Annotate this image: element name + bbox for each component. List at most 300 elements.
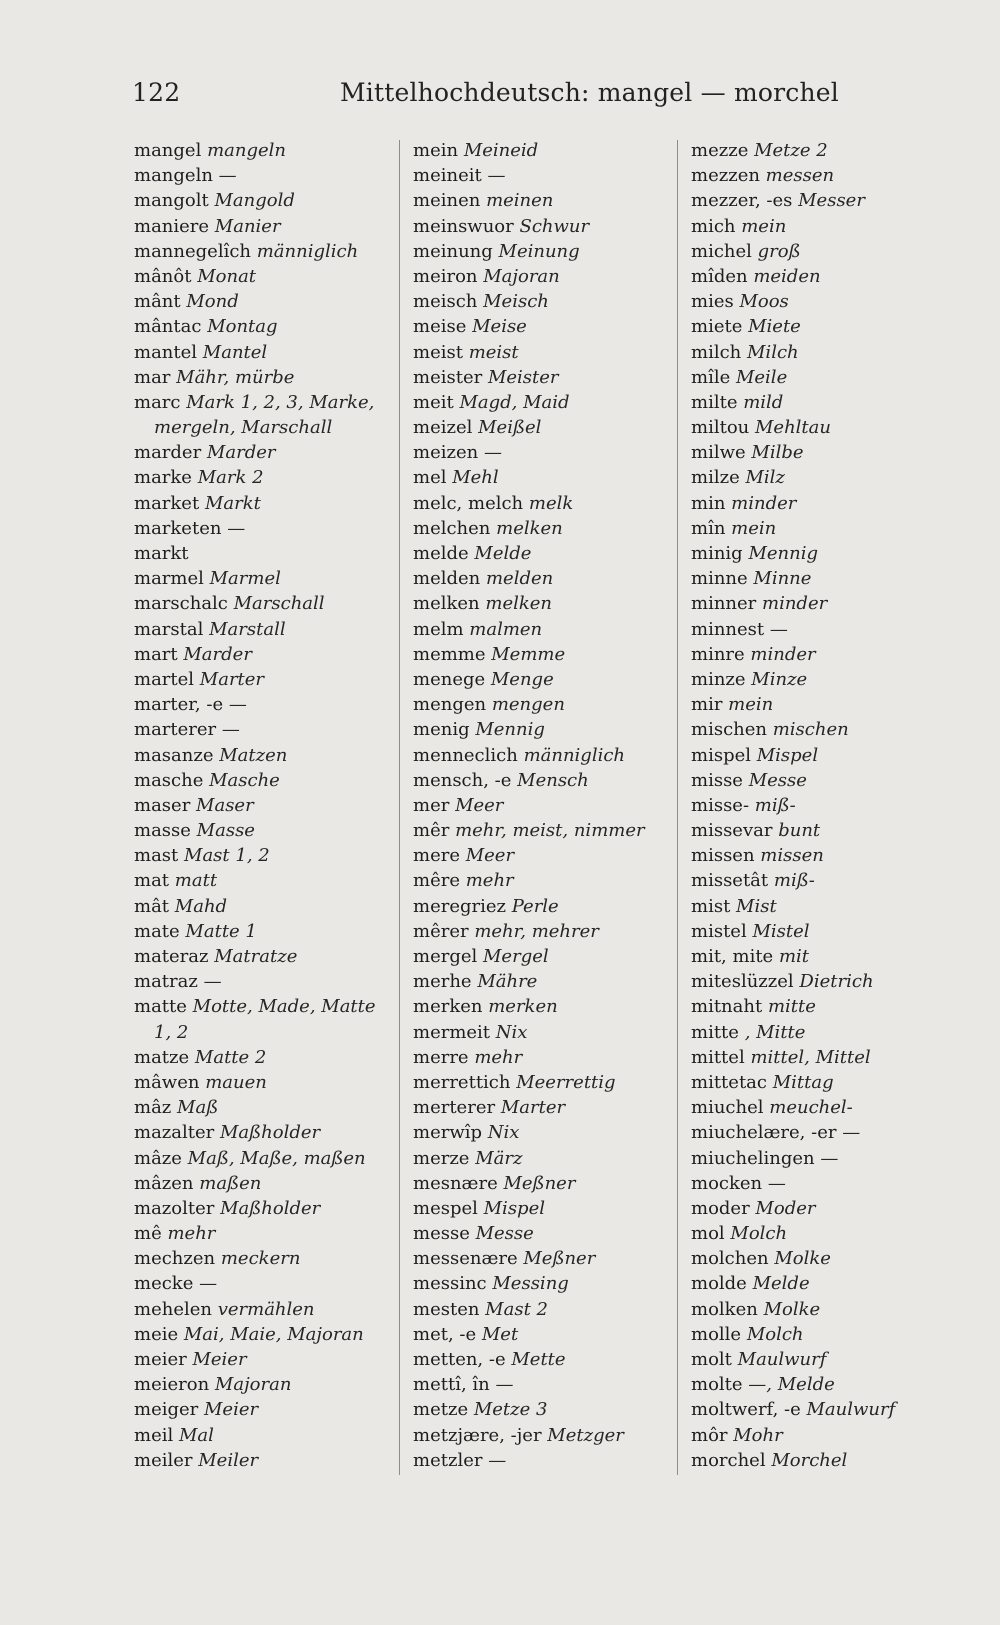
dictionary-entry: [413, 642, 671, 667]
entry-gloss: —: [203, 971, 222, 993]
dictionary-entry: [134, 239, 392, 264]
dictionary-entry: [691, 1271, 971, 1296]
dictionary-entry: [691, 390, 971, 415]
entry-gloss: Schwur: [519, 215, 590, 237]
entry-headword: messenære: [413, 1248, 518, 1270]
column-divider: [677, 140, 678, 1475]
entry-gloss: Milz: [745, 467, 785, 489]
entry-headword: melc, melch: [413, 492, 524, 514]
dictionary-entry: [691, 1246, 971, 1271]
dictionary-entry: [691, 491, 971, 516]
entry-headword: mezzer, -es: [691, 190, 793, 212]
dictionary-entry: [691, 994, 971, 1019]
entry-gloss: Molch: [746, 1323, 804, 1345]
entry-gloss: —: [228, 694, 247, 716]
entry-headword: meil: [134, 1424, 174, 1446]
entry-gloss: Maßholder: [220, 1122, 321, 1144]
entry-headword: mettî, în: [413, 1374, 490, 1396]
page-number: 122: [132, 78, 181, 107]
entry-gloss: Meister: [487, 366, 559, 388]
entry-gloss: Matte 2: [194, 1046, 267, 1068]
entry-gloss: mergeln, Marschall: [154, 417, 333, 439]
dictionary-entry: [134, 1020, 392, 1045]
entry-gloss: Motte, Made, Matte: [192, 996, 376, 1018]
entry-gloss: männiglich: [256, 240, 359, 262]
entry-gloss: Majoran: [483, 265, 560, 287]
entry-headword: milch: [691, 341, 742, 363]
dictionary-entry: [691, 264, 971, 289]
entry-gloss: Meier: [192, 1349, 247, 1370]
dictionary-entry: [134, 894, 392, 919]
entry-column-3: [691, 138, 971, 1473]
entry-headword: mangeln: [134, 165, 213, 187]
entry-gloss: meiden: [753, 265, 821, 287]
entry-headword: mensch, -e: [413, 769, 512, 791]
dictionary-entry: [691, 1146, 971, 1171]
entry-headword: mist: [691, 895, 731, 917]
entry-gloss: mein: [728, 694, 774, 716]
dictionary-entry: [691, 415, 971, 440]
entry-headword: mazalter: [134, 1122, 215, 1144]
dictionary-entry: [691, 214, 971, 239]
dictionary-entry: [413, 440, 671, 465]
entry-gloss: Marter: [500, 1097, 566, 1119]
entry-headword: mermeit: [413, 1021, 491, 1043]
dictionary-entry: [691, 591, 971, 616]
entry-gloss: Mangold: [214, 190, 295, 212]
entry-gloss: mehr: [167, 1223, 216, 1245]
entry-gloss: Mistel: [752, 920, 810, 942]
entry-gloss: Maßholder: [220, 1197, 321, 1219]
entry-gloss: mehr: [474, 1046, 523, 1068]
entry-headword: melden: [413, 568, 481, 590]
entry-gloss: Mennig: [748, 543, 818, 564]
dictionary-entry: [413, 1120, 671, 1145]
entry-headword: meise: [413, 316, 467, 338]
entry-headword: mâze: [134, 1147, 182, 1169]
dictionary-entry: [691, 1423, 971, 1448]
dictionary-entry: [413, 1347, 671, 1372]
dictionary-entry: [413, 1020, 671, 1045]
entry-gloss: groß: [757, 240, 801, 262]
entry-headword: mechzen: [134, 1248, 216, 1270]
entry-gloss: matt: [174, 870, 218, 892]
dictionary-entry: [691, 1120, 971, 1145]
dictionary-entry: [691, 465, 971, 490]
entry-column-2: [413, 138, 671, 1473]
dictionary-entry: [691, 692, 971, 717]
dictionary-entry: [134, 1146, 392, 1171]
entry-headword: masanze: [134, 744, 214, 766]
dictionary-entry: [691, 239, 971, 264]
dictionary-entry: [691, 138, 971, 163]
entry-gloss: melken: [496, 517, 563, 539]
entry-gloss: Montag: [207, 316, 278, 338]
dictionary-entry: [413, 163, 671, 188]
entry-gloss: —: [495, 1374, 514, 1396]
entry-headword: mispel: [691, 744, 751, 766]
dictionary-entry: [413, 1271, 671, 1296]
entry-gloss: Messing: [492, 1273, 569, 1295]
entry-gloss: Nix: [495, 1021, 528, 1043]
entry-headword: mesten: [413, 1298, 480, 1320]
dictionary-entry: [413, 692, 671, 717]
entry-headword: mar: [134, 366, 171, 388]
entry-headword: mânôt: [134, 265, 192, 287]
entry-gloss: Miete: [748, 316, 801, 338]
dictionary-entry: [413, 1171, 671, 1196]
running-title: Mittelhochdeutsch: mangel — morchel: [340, 78, 839, 107]
entry-gloss: Marschall: [233, 593, 325, 615]
entry-gloss: Mähr, mürbe: [176, 366, 295, 388]
entry-gloss: Milch: [747, 341, 799, 363]
dictionary-entry: [134, 969, 392, 994]
entry-headword: mocken: [691, 1172, 763, 1194]
entry-gloss: mangeln: [207, 140, 286, 161]
dictionary-entry: [134, 1196, 392, 1221]
entry-headword: meieron: [134, 1374, 210, 1396]
entry-headword: minner: [691, 593, 757, 615]
entry-gloss: bunt: [778, 820, 821, 842]
dictionary-entry: [691, 843, 971, 868]
dictionary-entry: [134, 1397, 392, 1422]
dictionary-entry: [691, 440, 971, 465]
dictionary-entry: [134, 1322, 392, 1347]
dictionary-entry: [691, 1347, 971, 1372]
entry-headword: mecke: [134, 1273, 194, 1295]
entry-gloss: Masche: [209, 769, 280, 791]
dictionary-entry: [691, 617, 971, 642]
entry-gloss: Perle: [511, 895, 559, 917]
dictionary-entry: [134, 1423, 392, 1448]
entry-gloss: Meisch: [483, 291, 549, 313]
entry-headword: moder: [691, 1197, 750, 1219]
entry-gloss: Mist: [736, 895, 777, 917]
entry-headword: menig: [413, 719, 470, 741]
dictionary-entry: [691, 289, 971, 314]
entry-headword: mere: [413, 845, 460, 867]
dictionary-entry: [134, 340, 392, 365]
entry-gloss: Manier: [214, 215, 281, 237]
entry-gloss: Marder: [183, 643, 252, 665]
dictionary-entry: [413, 1246, 671, 1271]
entry-headword: miuchel: [691, 1097, 764, 1119]
entry-gloss: , Mitte: [744, 1021, 806, 1043]
entry-gloss: Marmel: [209, 568, 281, 590]
column-divider: [399, 140, 400, 1475]
dictionary-entry: [134, 541, 392, 566]
dictionary-entry: [134, 868, 392, 893]
dictionary-entry: [413, 1095, 671, 1120]
entry-gloss: mischen: [772, 719, 849, 741]
entry-gloss: Markt: [204, 492, 261, 514]
dictionary-entry: [413, 1221, 671, 1246]
entry-headword: misse: [691, 769, 743, 791]
entry-headword: molchen: [691, 1248, 769, 1270]
dictionary-entry: [413, 214, 671, 239]
entry-gloss: Magd, Maid: [459, 391, 570, 413]
entry-gloss: Menge: [490, 668, 554, 690]
page-header: [132, 78, 839, 118]
entry-gloss: vermählen: [217, 1298, 315, 1320]
entry-headword: mânt: [134, 291, 181, 313]
entry-headword: mart: [134, 643, 178, 665]
dictionary-entry: [691, 1045, 971, 1070]
entry-gloss: Meißel: [478, 417, 542, 439]
entry-headword: molte: [691, 1374, 743, 1396]
entry-gloss: Messe: [748, 769, 807, 791]
entry-headword: matte: [134, 996, 187, 1018]
entry-headword: mazolter: [134, 1197, 215, 1219]
entry-gloss: —: [483, 442, 502, 464]
entry-headword: merhe: [413, 971, 472, 993]
entry-headword: marstal: [134, 618, 204, 640]
dictionary-entry: [134, 1246, 392, 1271]
entry-gloss: —: [199, 1273, 218, 1295]
dictionary-entry: [413, 1297, 671, 1322]
entry-gloss: Mond: [186, 291, 239, 313]
dictionary-entry: [134, 617, 392, 642]
entry-headword: matze: [134, 1046, 190, 1068]
entry-gloss: meckern: [220, 1248, 301, 1270]
dictionary-entry: [691, 163, 971, 188]
entry-headword: mehelen: [134, 1298, 212, 1320]
entry-headword: mer: [413, 794, 450, 816]
entry-headword: metten, -e: [413, 1349, 506, 1370]
entry-gloss: —: [767, 1172, 786, 1194]
dictionary-entry: [691, 642, 971, 667]
dictionary-entry: [134, 793, 392, 818]
entry-headword: melchen: [413, 517, 491, 539]
entry-headword: molt: [691, 1349, 732, 1370]
dictionary-entry: [691, 1196, 971, 1221]
dictionary-entry: [134, 390, 392, 415]
dictionary-entry: [413, 1448, 671, 1473]
entry-headword: min: [691, 492, 726, 514]
entry-gloss: Mensch: [517, 769, 589, 791]
entry-headword: maniere: [134, 215, 210, 237]
entry-gloss: Marstall: [209, 618, 286, 640]
dictionary-entry: [691, 314, 971, 339]
dictionary-entry: [134, 1171, 392, 1196]
entry-headword: miltou: [691, 417, 750, 439]
entry-gloss: Mispel: [483, 1197, 545, 1219]
entry-headword: meiron: [413, 265, 478, 287]
entry-gloss: mehr, meist, nimmer: [455, 820, 645, 842]
entry-headword: meinen: [413, 190, 481, 212]
dictionary-entry: [691, 969, 971, 994]
entry-headword: môr: [691, 1424, 728, 1446]
entry-headword: mêr: [413, 820, 450, 842]
dictionary-entry: [134, 667, 392, 692]
dictionary-entry: [134, 365, 392, 390]
entry-gloss: Matratze: [214, 946, 298, 967]
entry-gloss: Mai, Maie, Majoran: [183, 1323, 364, 1345]
dictionary-entry: [413, 314, 671, 339]
entry-gloss: Meineid: [463, 140, 539, 161]
entry-gloss: meinen: [486, 190, 554, 212]
entry-headword: miete: [691, 316, 743, 338]
entry-headword: mitte: [691, 1021, 739, 1043]
entry-headword: mittel: [691, 1046, 745, 1068]
entry-headword: marke: [134, 467, 192, 489]
entry-gloss: Dietrich: [799, 971, 874, 993]
dictionary-entry: [134, 843, 392, 868]
entry-headword: menege: [413, 668, 486, 690]
entry-headword: mîden: [691, 265, 748, 287]
entry-gloss: Meer: [465, 845, 515, 867]
dictionary-entry: [691, 919, 971, 944]
entry-headword: mangel: [134, 140, 202, 161]
entry-gloss: Meerrettig: [516, 1071, 616, 1093]
dictionary-entry: [413, 868, 671, 893]
entry-headword: melde: [413, 543, 469, 564]
entry-gloss: Mark 2: [197, 467, 264, 489]
entry-headword: mate: [134, 920, 180, 942]
dictionary-entry: [134, 264, 392, 289]
dictionary-entry: [134, 440, 392, 465]
entry-headword: merterer: [413, 1097, 496, 1119]
entry-gloss: Mispel: [756, 744, 819, 766]
entry-headword: mittetac: [691, 1071, 767, 1093]
dictionary-entry: [134, 214, 392, 239]
entry-headword: mîle: [691, 366, 731, 388]
entry-headword: molle: [691, 1323, 742, 1345]
dictionary-entry: [413, 667, 671, 692]
entry-headword: miuchelære, -er: [691, 1122, 837, 1144]
dictionary-entry: [413, 340, 671, 365]
entry-headword: mâzen: [134, 1172, 194, 1194]
entry-headword: mir: [691, 694, 723, 716]
entry-gloss: melden: [485, 568, 554, 590]
entry-headword: metze: [413, 1399, 469, 1421]
entry-gloss: Mal: [178, 1424, 214, 1446]
dictionary-entry: [413, 491, 671, 516]
entry-gloss: mein: [741, 215, 787, 237]
entry-gloss: merken: [488, 996, 558, 1018]
dictionary-entry: [413, 415, 671, 440]
entry-gloss: Moos: [739, 291, 789, 313]
dictionary-entry: [413, 768, 671, 793]
entry-gloss: messen: [765, 165, 835, 187]
entry-gloss: Metzger: [547, 1424, 624, 1446]
dictionary-entry: [691, 894, 971, 919]
entry-headword: meie: [134, 1323, 179, 1345]
entry-headword: mezze: [691, 140, 749, 161]
dictionary-entry: [691, 1322, 971, 1347]
entry-headword: mat: [134, 870, 170, 892]
entry-gloss: Mast 2: [485, 1298, 548, 1320]
entry-gloss: mehr: [465, 870, 514, 892]
entry-headword: miuchelingen: [691, 1147, 815, 1169]
entry-headword: market: [134, 492, 200, 514]
entry-headword: meist: [413, 341, 463, 363]
dictionary-entry: [691, 667, 971, 692]
dictionary-entry: [134, 1372, 392, 1397]
entry-gloss: —: [221, 719, 240, 741]
entry-gloss: —: [227, 517, 246, 539]
dictionary-entry: [413, 919, 671, 944]
entry-headword: meiler: [134, 1449, 193, 1471]
entry-headword: meinswuor: [413, 215, 514, 237]
entry-gloss: Matte 1: [185, 920, 257, 942]
entry-gloss: 1, 2: [154, 1021, 189, 1043]
entry-gloss: Mette: [511, 1349, 566, 1370]
dictionary-entry: [413, 944, 671, 969]
dictionary-entry: [134, 1045, 392, 1070]
dictionary-entry: [134, 1448, 392, 1473]
dictionary-entry: [413, 969, 671, 994]
dictionary-entry: [134, 163, 392, 188]
entry-headword: minze: [691, 668, 746, 690]
dictionary-entry: [134, 743, 392, 768]
entry-gloss: Meise: [472, 316, 527, 338]
entry-gloss: mauen: [205, 1071, 267, 1093]
dictionary-entry: [413, 465, 671, 490]
entry-headword: messe: [413, 1223, 470, 1245]
dictionary-entry: [413, 1070, 671, 1095]
entry-headword: molken: [691, 1298, 758, 1320]
entry-gloss: melk: [528, 492, 574, 514]
entry-headword: mîn: [691, 517, 726, 539]
entry-headword: memme: [413, 643, 486, 665]
dictionary-entry: [134, 717, 392, 742]
entry-headword: mêrer: [413, 920, 469, 942]
dictionary-entry: [134, 768, 392, 793]
dictionary-entry: [413, 541, 671, 566]
entry-headword: mespel: [413, 1197, 478, 1219]
entry-gloss: mit: [778, 946, 810, 967]
dictionary-entry: [691, 743, 971, 768]
entry-headword: merrettich: [413, 1071, 511, 1093]
entry-headword: mitnaht: [691, 996, 763, 1018]
entry-gloss: —: [488, 1449, 507, 1471]
entry-headword: misse-: [691, 794, 750, 816]
entry-headword: marder: [134, 442, 202, 464]
dictionary-entry: [134, 818, 392, 843]
entry-headword: masche: [134, 769, 204, 791]
entry-headword: markt: [134, 543, 189, 564]
entry-headword: marmel: [134, 568, 204, 590]
entry-headword: mol: [691, 1223, 725, 1245]
entry-headword: meiger: [134, 1399, 199, 1421]
dictionary-entry: [413, 1397, 671, 1422]
dictionary-entry: [691, 1448, 971, 1473]
dictionary-entry: [413, 289, 671, 314]
entry-gloss: missen: [760, 845, 824, 867]
entry-gloss: Molke: [774, 1248, 831, 1270]
dictionary-entry: [691, 944, 971, 969]
dictionary-entry: [134, 1271, 392, 1296]
entry-headword: missen: [691, 845, 755, 867]
entry-headword: meit: [413, 391, 454, 413]
entry-headword: mangolt: [134, 190, 209, 212]
dictionary-entry: [413, 566, 671, 591]
entry-headword: mergel: [413, 946, 478, 967]
entry-headword: mit, mite: [691, 946, 774, 967]
entry-gloss: —: [820, 1147, 839, 1169]
entry-headword: meizel: [413, 417, 473, 439]
dictionary-entry: [691, 1171, 971, 1196]
entry-headword: mesnære: [413, 1172, 498, 1194]
dictionary-entry: [413, 1423, 671, 1448]
dictionary-entry: [691, 793, 971, 818]
entry-headword: mengen: [413, 694, 487, 716]
entry-headword: mezzen: [691, 165, 760, 187]
dictionary-entry: [413, 365, 671, 390]
entry-gloss: Mohr: [733, 1424, 783, 1446]
entry-headword: merwîp: [413, 1122, 483, 1144]
